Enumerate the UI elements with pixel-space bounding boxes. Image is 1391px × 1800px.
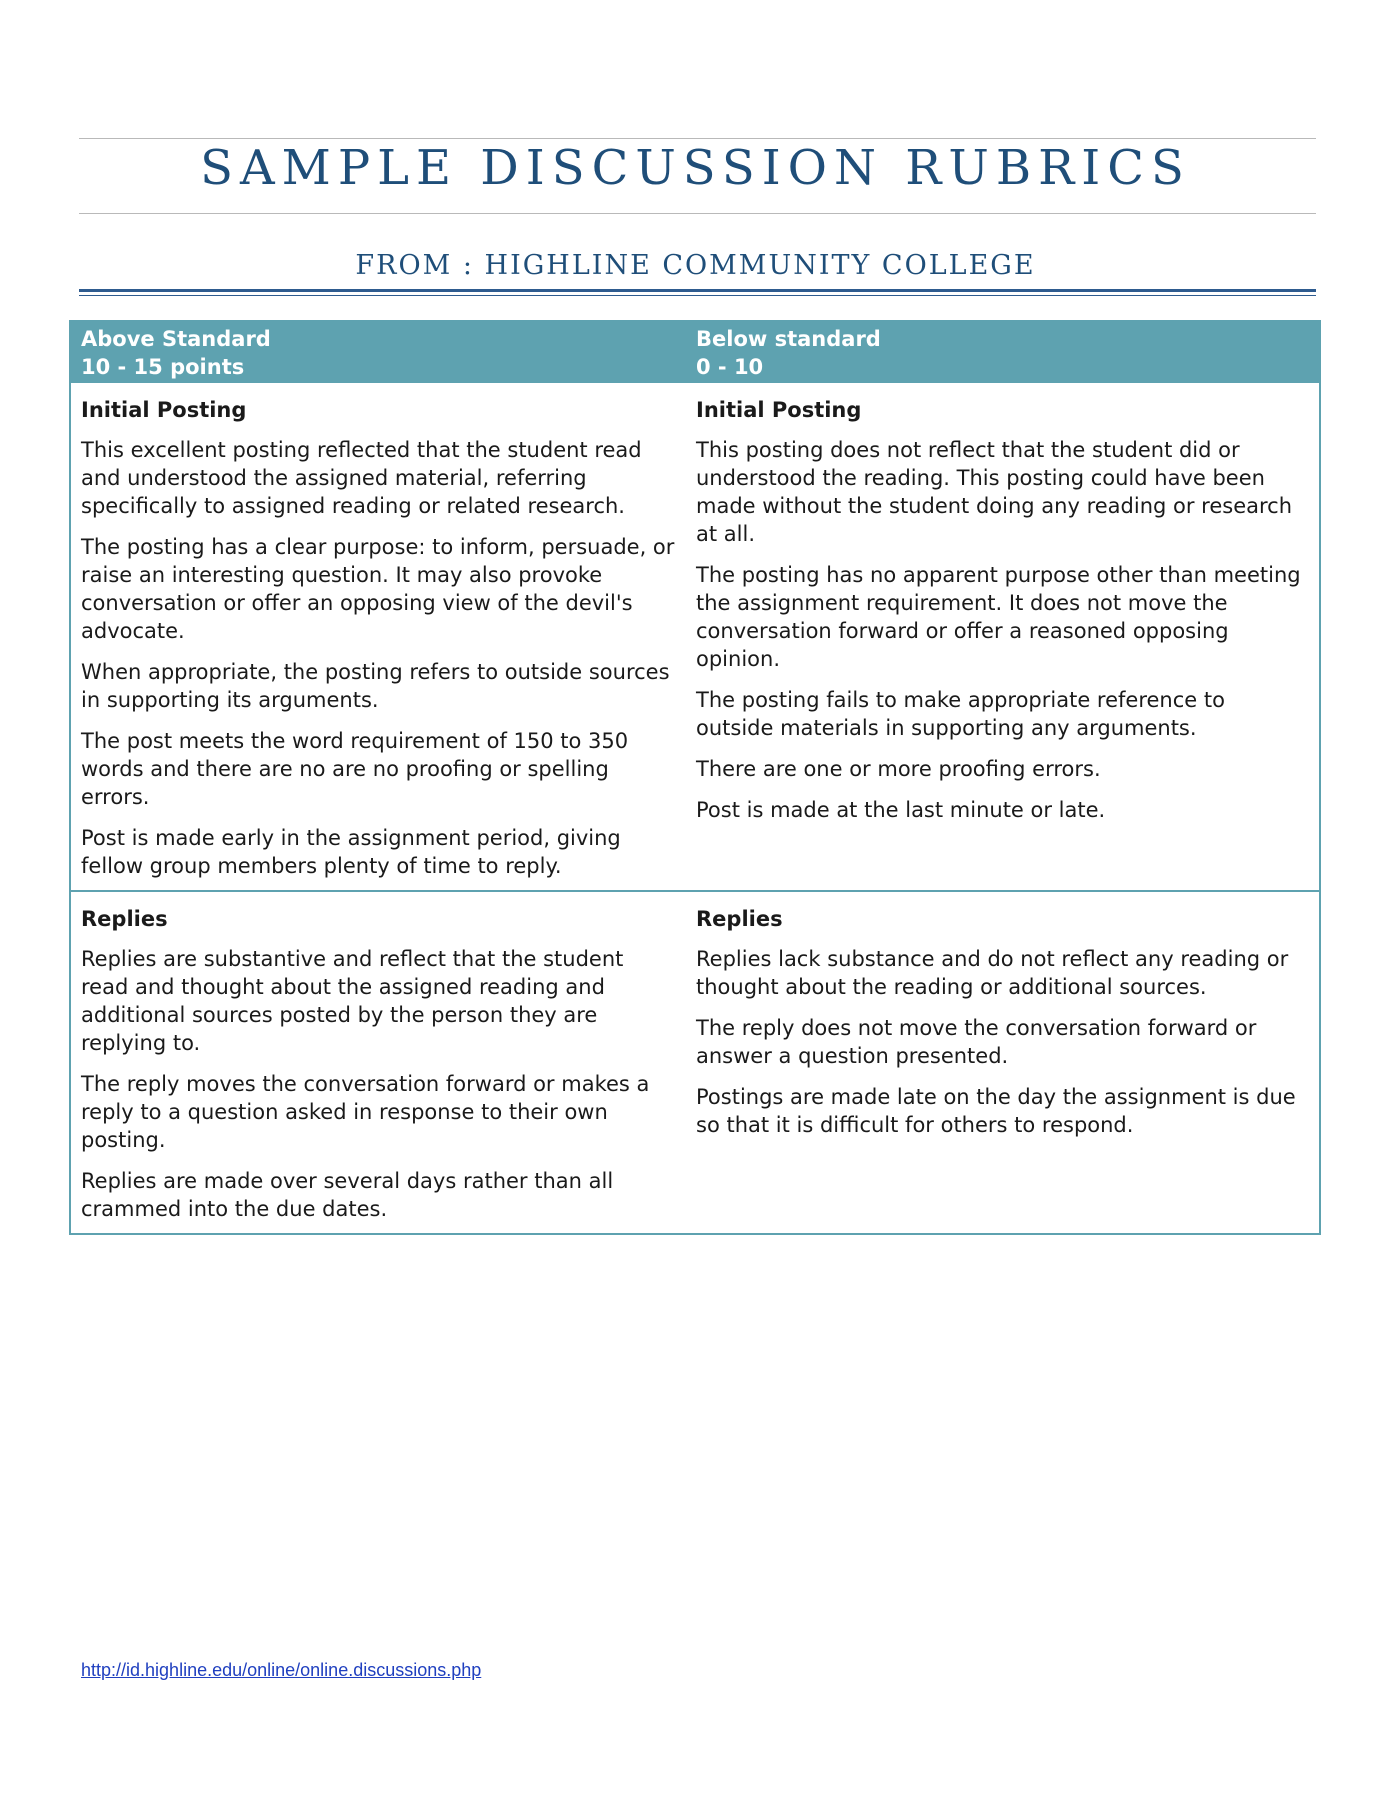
rubric-table xyxy=(69,320,1321,1235)
column-points: 10 - 15 points xyxy=(81,355,245,379)
criterion-text: Postings are made late on the day the assignment is due so that it is difficult for others to respond. xyxy=(696,1085,1296,1137)
criterion-text: Replies are made over several days rather than all crammed into the due dates. xyxy=(81,1169,614,1221)
rubric-header-row xyxy=(70,321,1320,383)
criterion-text: The posting has a clear purpose: to inform, persuade, or raise an interesting question. It may also provoke conversation or offer an opposing view of the devil's advocate. xyxy=(81,535,675,643)
criterion-text: Post is made at the last minute or late. xyxy=(696,798,1106,822)
initial-posting-row xyxy=(70,383,1320,891)
section-title: Initial Posting xyxy=(81,398,247,422)
criterion-text: Post is made early in the assignment period, giving fellow group members plenty of time to reply. xyxy=(81,826,621,878)
section-title: Initial Posting xyxy=(696,398,862,422)
source-link[interactable]: http://id.highline.edu/online/online.discussions.php xyxy=(81,1660,482,1680)
column-header-below xyxy=(686,321,1320,383)
criterion-text: The posting fails to make appropriate reference to outside materials in supporting any arguments. xyxy=(696,688,1225,740)
initial-posting-below-cell xyxy=(686,383,1320,891)
column-header-above xyxy=(70,321,686,383)
column-points: 0 - 10 xyxy=(696,355,764,379)
section-title: Replies xyxy=(81,907,168,931)
criterion-text: The reply does not move the conversation forward or answer a question presented. xyxy=(696,1016,1257,1068)
criterion-text: The reply moves the conversation forward or makes a reply to a question asked in response to their own posting. xyxy=(81,1072,650,1152)
criterion-text: The posting has no apparent purpose other than meeting the assignment requirement. It does not move the conversation forward or offer a reasoned opposing opinion. xyxy=(696,563,1301,671)
criterion-text: When appropriate, the posting refers to outside sources in supporting its arguments. xyxy=(81,660,670,712)
section-title: Replies xyxy=(696,907,783,931)
page-title: SAMPLE DISCUSSION RUBRICS xyxy=(200,140,1191,196)
criterion-text: The post meets the word requirement of 150 to 350 words and there are no are no proofing or spelling errors. xyxy=(81,729,629,809)
criterion-text: This posting does not reflect that the student did or understood the reading. This posting could have been made without the student doing any reading or research at all. xyxy=(696,438,1293,546)
replies-below-cell xyxy=(686,891,1320,1234)
criterion-text: There are one or more proofing errors. xyxy=(696,757,1101,781)
criterion-text: This excellent posting reflected that the student read and understood the assigned material, referring specifically to assigned reading or related research. xyxy=(81,438,642,518)
page-subtitle: FROM : HIGHLINE COMMUNITY COLLEGE xyxy=(355,250,1036,281)
subtitle-divider xyxy=(79,289,1316,296)
criterion-text: Replies lack substance and do not reflect any reading or thought about the reading or additional sources. xyxy=(696,947,1289,999)
criterion-text: Replies are substantive and reflect that the student read and thought about the assigned reading and additional sources posted by the person they are replying to. xyxy=(81,947,624,1055)
column-heading: Below standard xyxy=(696,327,881,351)
top-divider xyxy=(79,138,1316,139)
initial-posting-above-cell xyxy=(70,383,686,891)
replies-row xyxy=(70,891,1320,1234)
replies-above-cell xyxy=(70,891,686,1234)
column-heading: Above Standard xyxy=(81,327,271,351)
title-divider xyxy=(79,213,1316,214)
